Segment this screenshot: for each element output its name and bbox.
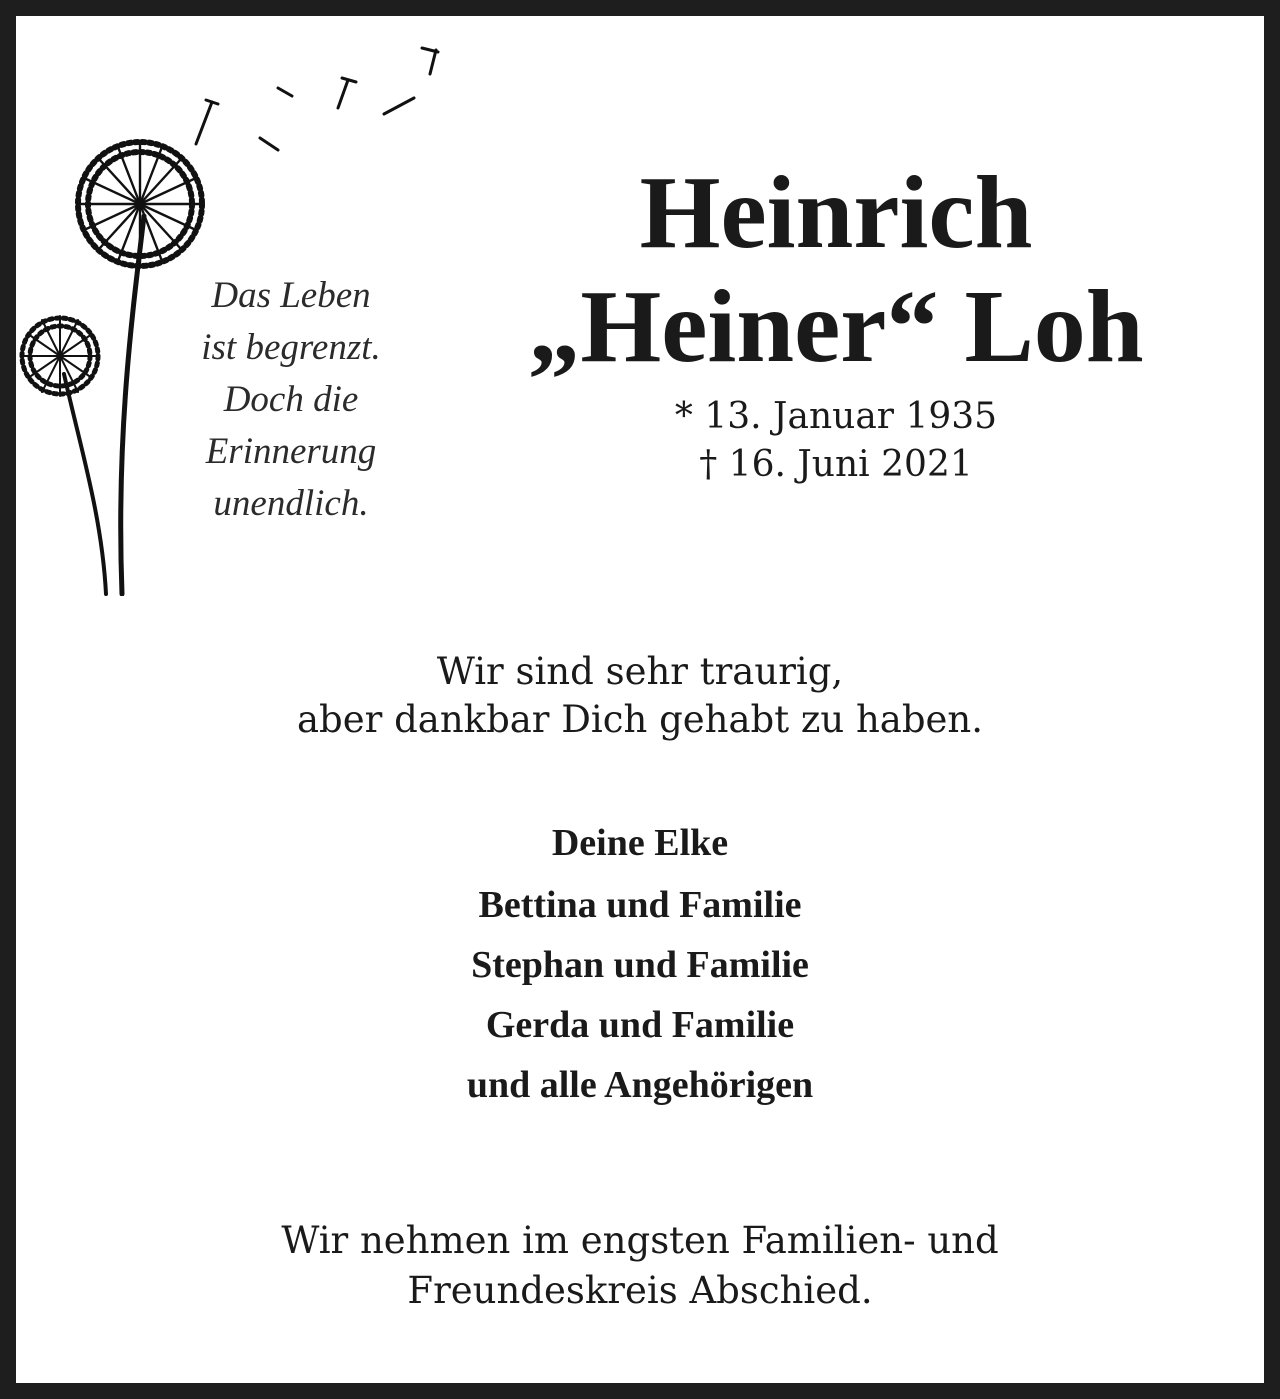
- birth-date: * 13. Januar 1935: [674, 396, 998, 437]
- mourner-name: Deine Elke: [551, 822, 729, 864]
- death-date: † 16. Juni 2021: [699, 444, 973, 485]
- quote-line: Erinnerung: [205, 431, 377, 472]
- quote-line: Doch die: [223, 379, 359, 420]
- farewell-line: Freundeskreis Abschied.: [407, 1269, 873, 1312]
- mourner-name: Stephan und Familie: [471, 944, 809, 986]
- name-line: „Heiner“ Loh: [528, 269, 1144, 384]
- mourner-name: Gerda und Familie: [485, 1004, 795, 1046]
- message-line: Wir sind sehr traurig,: [436, 650, 844, 693]
- quote-line: Das Leben: [211, 275, 371, 316]
- quote-line: ist begrenzt.: [201, 327, 381, 368]
- memorial-quote: [166, 270, 416, 530]
- life-dates: [516, 393, 1156, 489]
- mourners-list: [240, 819, 1040, 1115]
- quote-line: unendlich.: [213, 483, 369, 524]
- farewell-line: Wir nehmen im engsten Familien- und: [281, 1219, 999, 1262]
- name-line: Heinrich: [639, 155, 1033, 270]
- farewell-note: [140, 1216, 1140, 1316]
- obituary-notice: [16, 16, 1264, 1383]
- message-line: aber dankbar Dich gehabt zu haben.: [296, 698, 984, 741]
- mourner-name: und alle Angehörigen: [466, 1064, 814, 1106]
- mourning-message: [140, 648, 1140, 744]
- deceased-name: [456, 156, 1216, 384]
- mourner-name: Bettina und Familie: [478, 884, 802, 926]
